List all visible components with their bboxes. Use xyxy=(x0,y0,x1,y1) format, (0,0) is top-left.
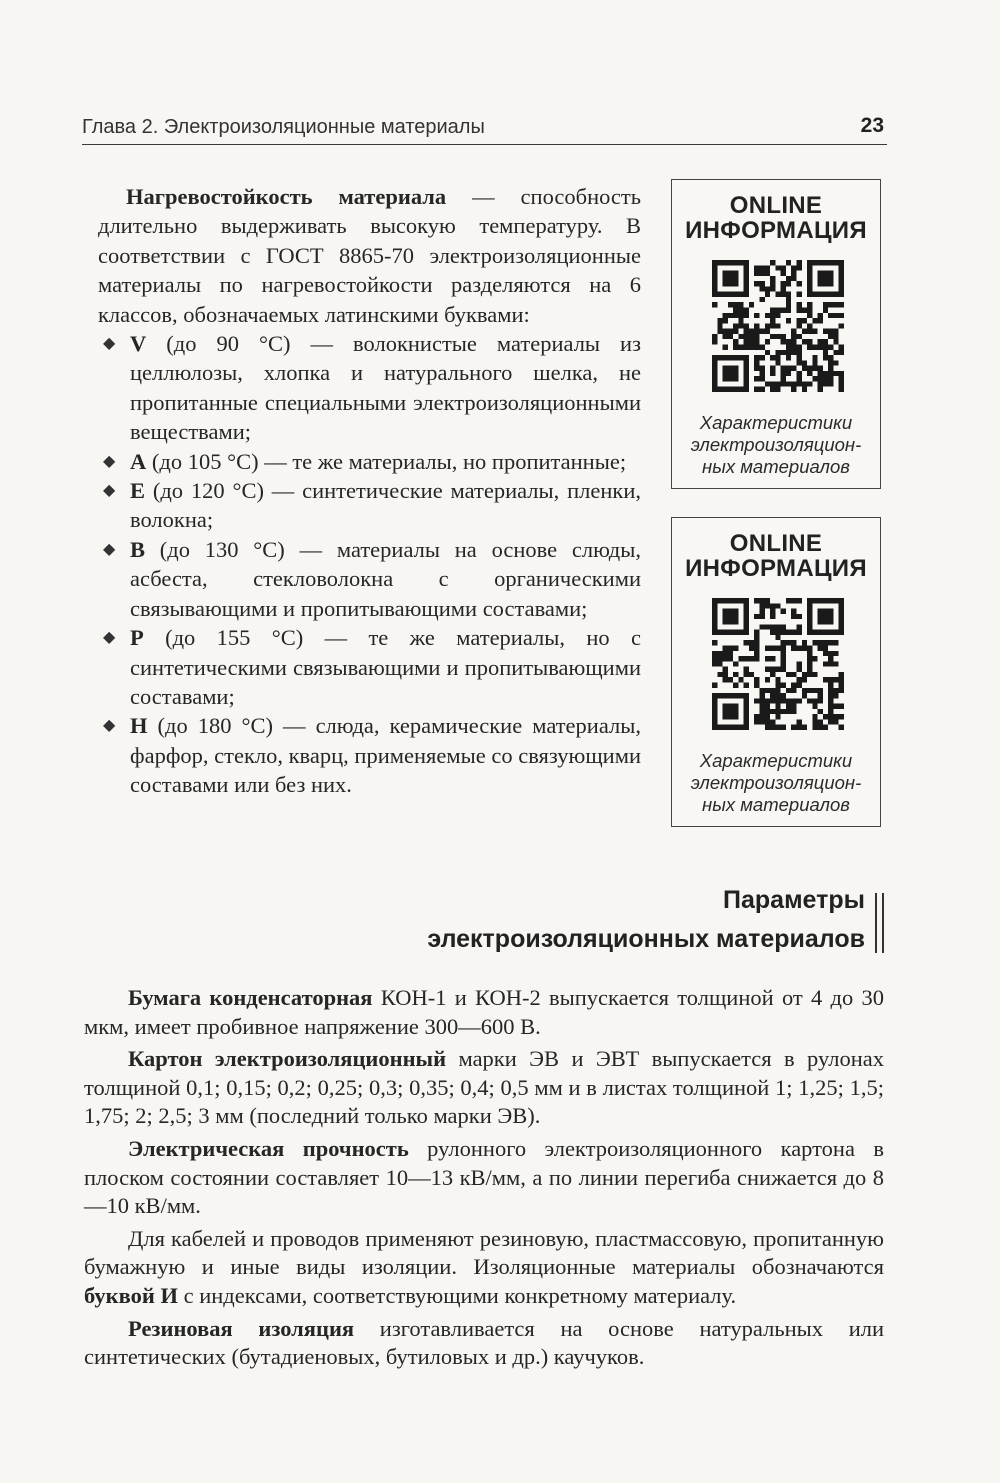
term: Картон электроизоляционный xyxy=(128,1046,447,1072)
caption-line: ных материалов xyxy=(702,456,850,477)
section-heading-line-2: электроизоляционных материалов xyxy=(427,925,865,953)
paragraph-text: изготавливается на основе натуральных или синтетических (бутадиеновых, бутиловых и др.) каучуков. xyxy=(84,1315,885,1370)
page-number: 23 xyxy=(860,114,884,137)
class-text: (до 90 °С) — волокнистые материалы из целлюлозы, хлопка и натурального шелка, не пропитанные специальными электроизоляционными веществами; xyxy=(130,331,641,445)
heading-double-rule xyxy=(875,893,884,953)
class-text: (до 155 °С) — те же материалы, но с синтетическими связывающими и пропитывающими составами; xyxy=(130,625,641,709)
online-title: ONLINE xyxy=(729,192,823,219)
intro-term: Нагревостойкость материала xyxy=(126,184,447,209)
list-item xyxy=(98,476,641,535)
paragraph-text: КОН-1 и КОН-2 выпускается толщиной от 4 до 30 мкм, имеет пробивное напряжение 300—600 В. xyxy=(84,985,884,1039)
info-title: ИНФОРМАЦИЯ xyxy=(685,555,867,582)
qr-code-icon[interactable] xyxy=(712,260,844,392)
caption-line: Характеристики xyxy=(699,412,853,433)
paragraph xyxy=(84,1135,884,1221)
chapter-title: Глава 2. Электроизоляционные материалы xyxy=(82,116,485,138)
term: Электрическая прочность xyxy=(128,1135,409,1161)
bullet-icon: ◆ xyxy=(103,629,116,647)
list-item xyxy=(98,623,641,711)
paragraph-text: Для кабелей и проводов применяют резиновую, пластмассовую, пропитанную бумажную и иные виды изоляции. Изоляционные материалы обозначаются xyxy=(84,1225,884,1280)
qr-code-icon[interactable] xyxy=(712,598,844,730)
class-list xyxy=(98,329,641,800)
paragraph-text: рулонного электроизоляционного картона в плоском состоянии составляет 10—13 кВ/мм, а по линии перегиба снижается до 8—10 кВ/мм. xyxy=(84,1135,885,1219)
bullet-icon: ◆ xyxy=(103,452,116,470)
bullet-icon: ◆ xyxy=(103,717,116,735)
term: Бумага конденсаторная xyxy=(128,985,373,1010)
term: буквой И xyxy=(84,1282,178,1308)
list-item xyxy=(98,535,641,623)
online-title: ONLINE xyxy=(729,530,823,557)
paragraph-text: с индексами, соответствующими конкретному материалу. xyxy=(177,1282,737,1308)
class-letter: P xyxy=(130,625,144,651)
class-letter: B xyxy=(130,536,146,562)
class-letter: A xyxy=(130,448,147,474)
parameters-body xyxy=(84,984,884,1376)
class-text: (до 130 °С) — материалы на основе слюды, асбеста, стекловолокна с органическими связывающими и пропитывающими составами; xyxy=(130,536,641,621)
term: Резиновая изоляция xyxy=(128,1315,355,1341)
section-heading-line-1: Параметры xyxy=(723,886,865,914)
info-title: ИНФОРМАЦИЯ xyxy=(685,217,867,244)
caption-line: Характеристики xyxy=(699,750,853,771)
paragraph xyxy=(84,1315,884,1372)
paragraph-text: марки ЭВ и ЭВТ выпускается в рулонах толщиной 0,1; 0,15; 0,2; 0,25; 0,3; 0,35; 0,4; 0,5 мм и в листах толщиной 1; 1,25; 1,5; 1,75; 2; 2,5; 3 мм (последний только марки ЭВ). xyxy=(84,1046,884,1129)
list-item xyxy=(98,329,641,447)
bullet-icon: ◆ xyxy=(103,540,116,558)
class-text: (до 105 °С) — те же материалы, но пропитанные; xyxy=(146,448,627,474)
bullet-icon: ◆ xyxy=(103,482,116,500)
class-text: (до 180 °С) — слюда, керамические материалы, фарфор, стекло, кварц, применяемые со связующими составами или без них. xyxy=(130,713,641,798)
caption-line: ных материалов xyxy=(702,794,850,815)
class-letter: V xyxy=(130,331,147,357)
qr-caption xyxy=(672,750,880,816)
paragraph xyxy=(84,1225,884,1311)
paragraph xyxy=(84,984,884,1041)
paragraph xyxy=(84,1045,884,1131)
list-item xyxy=(98,447,641,476)
intro-text: — способность длительно выдерживать высокую температуру. В соответствии с ГОСТ 8865-70 электроизоляционные материалы по нагревостойкости разделяются на 6 классов, обозначаемых латинскими буквами: xyxy=(98,184,641,327)
qr-caption xyxy=(672,412,880,478)
intro-paragraph xyxy=(98,182,641,329)
bullet-icon: ◆ xyxy=(103,335,116,353)
list-item xyxy=(98,711,641,799)
online-info-box-2 xyxy=(671,517,881,827)
running-header xyxy=(82,112,887,145)
class-letter: E xyxy=(130,478,146,504)
class-text: (до 120 °С) — синтетические материалы, пленки, волокна; xyxy=(130,478,641,533)
online-info-box-1 xyxy=(671,179,881,489)
heat-resistance-section xyxy=(98,182,641,800)
caption-line: электроизоляцион- xyxy=(690,772,862,793)
caption-line: электроизоляцион- xyxy=(690,434,862,455)
class-letter: H xyxy=(130,713,148,739)
